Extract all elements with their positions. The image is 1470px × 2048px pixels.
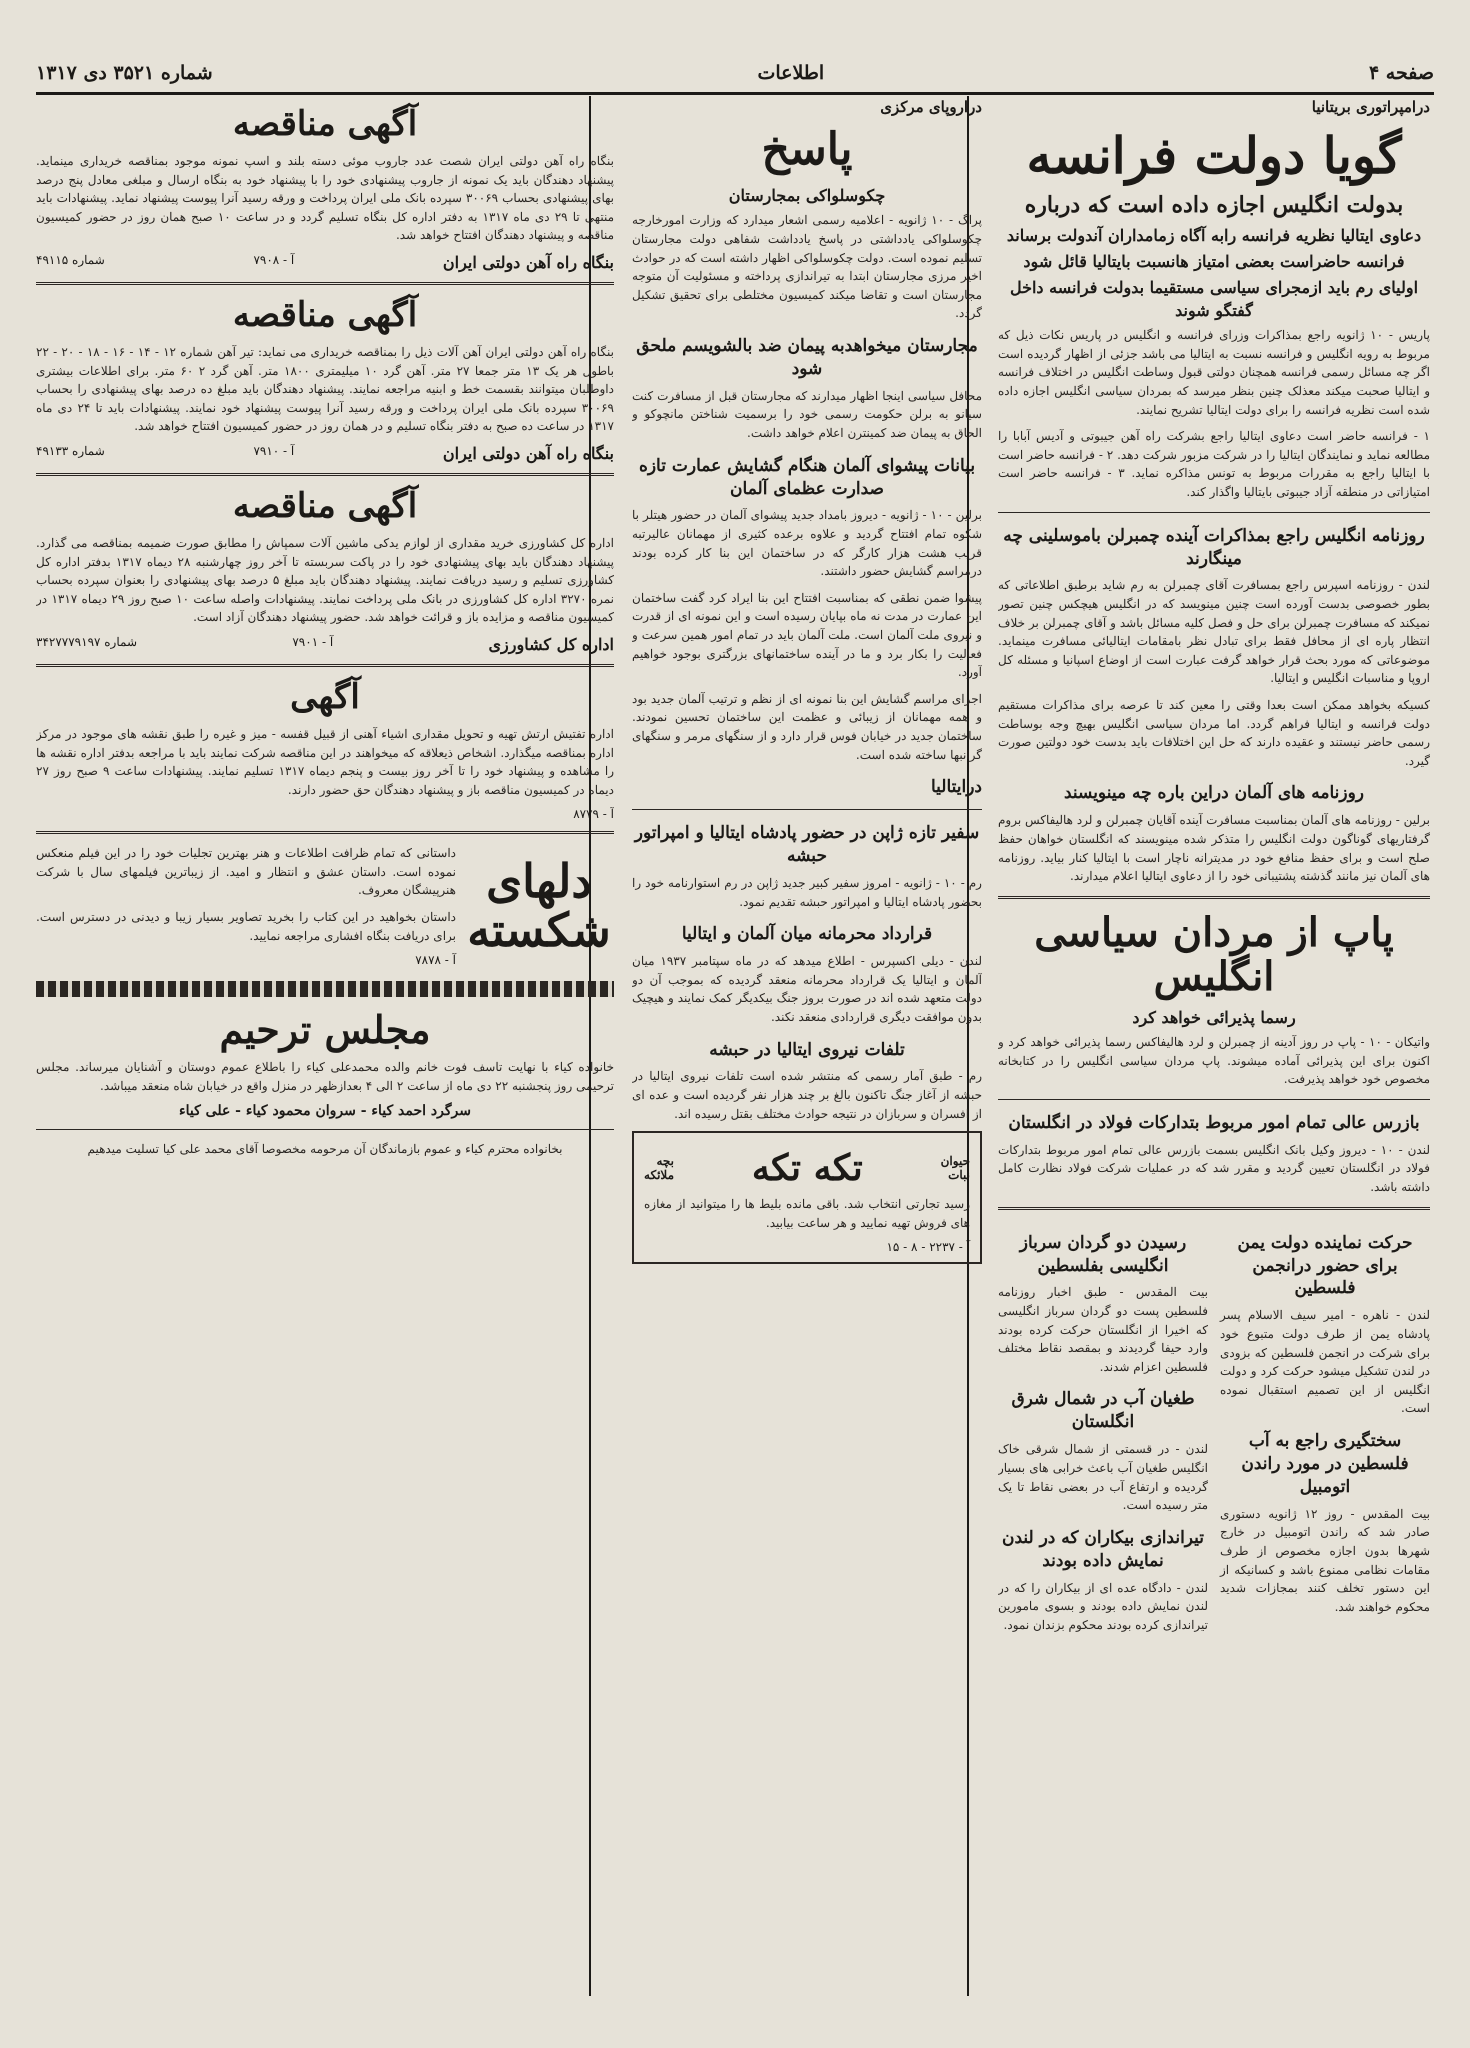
ornament-border: [36, 981, 614, 997]
article-paragraph: پیشوا ضمن نطقی که بمناسبت افتتاح این بنا ایراد کرد گفت ساختمان این عمارت در مدت نه ماه بپایان رسیده است و این نمونه ای از قدرت و نیروی ملت آلمان است. ملت آلمان باید در تمام امور همین سرعت و فعالیت را بکار برد و ما در آینده ساختمانهای بزرگتری بوجود خواهیم آورد.: [632, 590, 982, 680]
section-heading: تیراندازی بیکاران که در لندن نمایش داده بودند: [1001, 1527, 1205, 1571]
section-heading: روزنامه انگلیس راجع بمذاکرات آینده چمبرلن باموسلینی چه مینگارند: [1003, 525, 1425, 569]
article-paragraph: بیت المقدس - روز ۱۲ ژانویه دستوری صادر شد که راندن اتومبیل در خارج شهرها بدون اجازه مخصوص از طرف مقامات نظامی ممنوع باشد و کسانیکه از این دستور تخلف کنند بمجازات شدید محکوم خواهند شد.: [1220, 1506, 1430, 1614]
headline-pope-sub: رسما پذیرائی خواهد کرد: [1132, 1007, 1296, 1027]
ad-body: بنگاه راه آهن دولتی ایران شصت عدد جاروب موئی دسته بلند و اسپ نمونه موجود بمناقصه خریداری مینماید. پیشنهاد دهندگان باید یک نمونه از جاروب پیشنهادی خود را با پیشنهاد خود به بنگاه ارسال و مبلغی معادل پنج درصد بهای پیشنهادی بحساب ۳۰۰۶۹ سپرده بانک ملی ایران پرداخت و ورقه رسید آنرا پیوست پیشنهاد نماید. پیشنهادات باید منتهی تا ۲۹ دی ماه ۱۳۱۷ به دفتر اداره کل بنگاه تسلیم گردد و در ساعت ۱۰ صبح همان روز در حضور کمیسیون مناقصه و پیشنهاد دهندگان افتتاح خواهد شد.: [36, 154, 614, 243]
headline-pope: پاپ از مردان سیاسی انگلیس: [1034, 908, 1394, 1000]
section-heading: سفیر تازه ژاپن در حضور پادشاه ایتالیا و امپراتور حبشه: [634, 823, 980, 867]
section-heading: قرارداد محرمانه میان آلمان و ایتالیا: [681, 924, 933, 945]
article-paragraph: رم - طبق آمار رسمی که منتشر شده است تلفات نیروی ایتالیا در حبشه از آغاز جنگ تاکنون بالغ بر چند هزار نفر گردیده است و عده ای از افسران و سربازان در نتیجه حوادث مختلف بقتل رسیده اند.: [632, 1069, 982, 1121]
film-title: دلهای شکسته: [467, 854, 611, 957]
ad-signer: بنگاه راه آهن دولتی ایران: [442, 443, 614, 463]
paper-name: اطلاعات: [757, 62, 825, 84]
divider: [998, 1207, 1430, 1210]
column-news-britain: [998, 98, 1430, 1998]
ad-signature-row: [36, 635, 614, 654]
memorial-notice: [36, 1007, 614, 1159]
ad-title: آگهی مناقصه: [232, 485, 418, 526]
article-paragraph: لندن - روزنامه اسپرس راجع بمسافرت آقای چمبرلن به رم شاید برطبق اطلاعاتی که بطور خصوصی بدست آورده است چنین مینویسد که در انگلیس هیچکس چنین تصور نمیکند که مسافرت چمبرلن برای حل و فصل کلیه مسائل باشد و آقای چمبرلن بر خلاف انتظار پاره ای از محافل فقط برای تبادل نظر بامقامات ایتالیائی مسافرت مینماید. موضوعاتی که مورد بحث قرار خواهد گرفت عبارت است از اوضاع اسپانیا و مسئله کل اروپا و مناسبات انگلیس و ایتالیا.: [998, 578, 1430, 686]
ad-code: آ - ۷۸۷۸: [415, 953, 456, 968]
teka-labels-left: [644, 1154, 674, 1182]
ad-code: آ - ۸۷۷۹: [573, 807, 614, 822]
divider: [36, 664, 614, 667]
ad-signer: اداره کل کشاورزی: [488, 634, 614, 654]
divider: [632, 809, 982, 810]
two-column-block: [998, 1220, 1430, 1643]
article-paragraph: پاریس - ۱۰ ژانویه راجع بمذاکرات وزرای فرانسه و انگلیس در پاریس نکات ذیل که مربوط به رویه انگلیس و فرانسه نسبت به ایتالیا می باشد جزئی از اظهار گردیده است اگر چه مسائل رسمی فرانسه همچنان دولتی قبول وساطت انگلیس در اختلاف فرانسه و ایتالیا صحبت میکند معذلک چنین بنظر میرسد که بمردان سیاسی انگلیس اجازه داده شده است نظریه فرانسه را برای دولت ایتالیا تشریح نمایند.: [998, 328, 1430, 417]
issue-date: شماره ۳۵۲۱ دی ۱۳۱۷: [36, 62, 213, 84]
ad-tender-1: [36, 104, 614, 272]
section-kicker: درامپراتوری بریتانیا: [1311, 98, 1430, 116]
column-central-europe: [632, 98, 982, 1898]
subcolumn-right: [1220, 1220, 1430, 1643]
teka-label: بچه: [656, 1154, 675, 1169]
ad-title: آگهی مناقصه: [232, 294, 418, 335]
ad-body: بنگاه راه آهن دولتی ایران آهن آلات ذیل را بمناقصه خریداری می نماید: تیر آهن شماره ۱۲ - ۱۴ - ۱۶ - ۱۸ - ۲۰ - ۲۲ باطول هر یک ۱۳ متر جمعا ۲۷ متر. آهن گرد ۱۰ میلیمتری ۱۸۰۰ متر. آهن گرد ۲ ۶۰ متر. برای اطلاعات بیشتری داوطلبان میتوانند بقسمت خط و ابنیه مراجعه نمایند. پیشنهاد دهندگان باید مبلغ ده درصد بهای پیشنهادی را بحساب ۳۰۰۶۹ سپرده بانک ملی ایران پرداخت و ورقه رسید آنرا پیوست پیشنهاد خود نمایند. پیشنهادات باید تا ۲۴ دی ماه ۱۳۱۷ در ساعت ده صبح به دفتر بنگاه تسلیم و در همان روز در حضور کمیسیون افتتاح خواهد شد.: [36, 344, 614, 434]
teka-text: رسید تجارتی انتخاب شد. باقی مانده بلیط ها را میتوانید از مغازه های فروش تهیه نمایید و هر ساعت بیابید.: [644, 1197, 970, 1230]
memorial-title: مجلس ترحیم: [219, 1007, 431, 1053]
memorial-body: خانواده کیاء با نهایت تاسف فوت خانم والده محمدعلی کیاء را باطلاع عموم دوستان و آشنایان میرساند. مجلس ترحیمی روز پنجشنبه ۲۲ دی ماه از ساعت ۲ الی ۴ بعدازظهر در منزل واقع در خیابان شاه منعقد میباشد.: [36, 1060, 614, 1093]
section-heading: درایتالیا: [930, 777, 982, 798]
section-heading: روزنامه های آلمان دراین باره چه مینویسند: [1063, 783, 1365, 804]
headline-sub-4: اولیای رم باید ازمجرای سیاسی مستقیما بدولت فرانسه داخل گفتگو شوند: [1009, 278, 1419, 320]
section-kicker: دراروپای مرکزی: [880, 98, 982, 116]
article-paragraph: لندن - دادگاه عده ای از بیکاران را که در لندن نمایش داده بودند و بسوی مامورین تیراندازی کرده بودند محکوم بزندان نمود.: [998, 1580, 1208, 1632]
ad-title: آگهی مناقصه: [232, 104, 418, 144]
teka-ad: [632, 1131, 982, 1264]
article-paragraph: کسیکه بخواهد ممکن است بعدا وقتی را معین کند تا عرصه برای مذاکرات مستقیم دولت فرانسه و ایتالیا فراهم گردد. اما مردان سیاسی انگلیس بهیچ وجه بوساطت رسمی حاضر نیستند و عقیده دارند که حل این اختلافات باید بدست خود دولتین صورت گیرد.: [998, 698, 1430, 768]
section-heading: تلفات نیروی ایتالیا در حبشه: [709, 1039, 905, 1060]
film-text: [36, 844, 456, 967]
article-paragraph: لندن - در قسمتی از شمال شرقی خاک انگلیس طغیان آب باعث خرابی های بسیار گردیده و ارتفاع آب در بعضی نقاط تا یک متر رسیده است.: [998, 1442, 1208, 1513]
film-note: داستان بخواهید در این کتاب را بخرید تصاویر بسیار زیبا و دیدنی در دسترس است. برای دریافت بنگاه افشاری مراجعه نمایید.: [36, 910, 456, 943]
ad-title: آگهی: [290, 676, 360, 717]
ad-signer: بنگاه راه آهن دولتی ایران: [442, 252, 614, 272]
article-paragraph: محافل سیاسی اینجا اظهار میدارند که مجارستان قبل از مسافرت کنت سیانو به برلن حکومت رسمی خود را برسمیت شناختن مانچوکو و الحاق به پیمان ضد کمینترن اعلام خواهد داشت.: [632, 388, 982, 441]
ad-notice: [36, 677, 614, 821]
memorial-signatures: سرگرد احمد کیاء - سروان محمود کیاء - علی کیاء: [179, 1103, 471, 1120]
article-paragraph: رم - ۱۰ - ژانویه - امروز سفیر کبیر جدید ژاپن در رم استوارنامه خود را بحضور پادشاه ایتالیا و امپراتور حبشه تقدیم نمود.: [632, 876, 982, 909]
section-heading: بیانات پیشوای آلمان هنگام گشایش عمارت تازه صدارت عظمای آلمان: [638, 455, 976, 499]
ad-signature-row: [36, 253, 614, 272]
ad-film: [36, 844, 614, 967]
headline-sub-1: بدولت انگلیس اجازه داده است که درباره: [1024, 192, 1404, 218]
article-paragraph: ۱ - فرانسه حاضر است دعاوی ایتالیا راجع بشرکت راه آهن جیبوتی و آدیس آبابا را مطالعه نماید و نمایندگان ایتالیا را در شرکت مزبور شرکت دهد. ۲ - فرانسه حاضر است با ایتالیا راجع به مقررات مربوط به تونس مذاکره نماید. ۳ - فرانسه حاضر است امتیازاتی در منطقه آزاد جیبوتی بایتالیا واگذار کند.: [998, 429, 1430, 499]
article-paragraph: بیت المقدس - طبق اخبار روزنامه فلسطین پست دو گردان سرباز انگلیسی که اخیرا از انگلستان حرکت کرده بودند وارد حیفا گردیدند و بمقصد نقاط مختلف فلسطین اعزام شدند.: [998, 1285, 1208, 1374]
section-heading: رسیدن دو گردان سرباز انگلیسی بفلسطین: [1019, 1232, 1187, 1276]
article-paragraph: لندن - ناهره - امیر سیف الاسلام پسر پادشاه یمن از طرف دولت متبوع خود برای شرکت در انجمن فلسطین که بزودی در لندن تشکیل میشود حرکت کرد و دولت انگلیس از این تصمیم استقبال نموده است.: [1220, 1308, 1430, 1416]
teka-label: ملائکه: [644, 1168, 675, 1183]
ad-tender-3: [36, 486, 614, 654]
article-paragraph: لندن - دیلی اکسپرس - اطلاع میدهد که در ماه سپتامبر ۱۹۳۷ میان آلمان و ایتالیا یک قرارداد محرمانه منعقد گردیده که بموجب آن دو دولت متعهد شده اند در صورت بروز جنگ بیکدیگر کمک نمایند و هیچیک بدون موافقت دیگری قراردادی منعقد نکند.: [632, 954, 982, 1024]
teka-label: حیوان: [940, 1154, 970, 1169]
section-heading: حرکت نماینده دولت یمن برای حضور درانجمن فلسطین: [1237, 1232, 1413, 1299]
teka-labels-right: [941, 1154, 970, 1182]
page-header: [36, 58, 1434, 88]
teka-label: نبات: [948, 1168, 970, 1183]
article-paragraph: پراگ - ۱۰ ژانویه - اعلامیه رسمی اشعار میدارد که وزارت امورخارجه چکوسلواکی یادداشتی در پاسخ یادداشت شفاهی دولت مجارستان تسلیم نموده است. دولت چکوسلواکی اظهار داشته است که در حوادث اخیر مرزی مجارستان ابتدا به تیراندازی پرداخته و مسئولیت آن متوجه مجارستان است و تقاضا میکند کمیسیون مختلطی برای تحقیق تشکیل گردد.: [632, 213, 982, 321]
ad-signature-row: [36, 444, 614, 463]
film-body: داستانی که تمام ظرافت اطلاعات و هنر بهترین تجلیات خود را در این فیلم منعکس نموده است. داستان عشق و انتظار و امید. از زیباترین فیلمهای سال با شرکت هنرپیشگان معروف.: [36, 846, 456, 898]
article-paragraph: لندن - ۱۰ - دیروز وکیل بانک انگلیس بسمت بازرس عالی تمام امور مربوط بتدارکات فولاد در انگلستان تعیین گردید و مقرر شد که در عملیات شرکت فولاد نظارت کامل داشته باشد.: [998, 1142, 1430, 1195]
divider: [36, 1129, 614, 1130]
divider: [36, 473, 614, 476]
page-number: صفحه ۴: [1368, 62, 1434, 84]
headline-sub-3: فرانسه حاضراست بعضی امتیاز هانسبت بایتالیا قائل شود: [1023, 252, 1405, 272]
section-heading: مجارستان میخواهدبه پیمان ضد بالشویسم ملحق شود: [636, 335, 978, 379]
column-ads: [36, 98, 614, 1598]
teka-title: تکه تکه: [751, 1147, 863, 1190]
section-heading: سختگیری راجع به آب فلسطین در مورد راندن اتومبیل: [1241, 1430, 1409, 1497]
subcolumn-left: [998, 1220, 1208, 1643]
article-paragraph: برلین - ۱۰ - ژانویه - دیروز بامداد جدید پیشوای آلمان در حضور هیتلر با شکوه تمام افتتاح گردید و علاوه برعده کثیری از مهمانان عالیرتبه قریب هشت هزار کارگر که در ساختمان این بنا کار کرده بودند درمراسم گشایش حضور داشتند.: [632, 508, 982, 579]
divider: [36, 282, 614, 285]
ad-body: اداره تفتیش ارتش تهیه و تحویل مقداری اشیاء آهنی از قبیل قفسه - میز و غیره را طبق نقشه های موجود در مرکز اداره بمناقصه میگذارد. اشخاص ذیعلاقه که میخواهند در این مناقصه شرکت نمایند باید با مراجعه بدفتر اداره نقشه ها را مشاهده و پیشنهاد خود را تا آخر روز بیست و پنجم دیماه ۱۳۱۷ تسلیم نمایند. پیشنهادات ساعت ۹ صبح روز ۲۷ دیماه در کمیسیون مناقصه باز و پیشنهاد دهندگان حق حضور دارند.: [36, 726, 614, 797]
main-headline: گویا دولت فرانسه: [1026, 126, 1402, 185]
ad-code: آ - ۷۹۱۰: [253, 443, 295, 458]
ad-body: اداره کل کشاورزی خرید مقداری از لوازم یدکی ماشین آلات سمپاش را مطابق صورت ضمیمه بمناقصه می گذارد. پیشنهاد دهندگان باید بهای پیشنهادی خود را در پاکت سربسته تا آخر روز چهارشنبه ۲۸ دیماه ۱۳۱۷ بدفتر اداره کل کشاورزی تسلیم و رسید دریافت نمایند. پیشنهاد دهندگان باید مبلغ ۵ درصد بهای پیشنهادی را بعنوان سپرده بحساب نمره ۳۲۷۰ اداره کل کشاورزی در بانک ملی پرداخت نمایند. پیشنهادات واصله ساعت ۱۰ صبح روز ۲۹ دیماه ۱۳۱۷ در کمیسیون مناقصه و مزایده باز و قرائت خواهد شد. حضور پیشنهاد دهندگان آزاد است.: [36, 535, 614, 625]
section-heading: بازرس عالی تمام امور مربوط بتدارکات فولاد در انگلستان: [1008, 1112, 1420, 1133]
main-headline: پاسخ: [761, 124, 853, 175]
headline-sub-2: دعاوی ایتالیا نظریه فرانسه رابه آگاه زمامداران آندولت برساند: [1006, 225, 1422, 245]
memorial-footer: بخانواده محترم کیاء و عموم بازماندگان آن مرحومه مخصوصا آقای محمد علی کیا تسلیت میدهیم: [87, 1142, 563, 1157]
divider: [998, 512, 1430, 513]
ad-code: آ - ۷۹۰۱: [292, 634, 334, 649]
header-rule: [36, 92, 1434, 95]
teka-code: آ - ۲۲۳۷ - ۸ - ۱۵: [886, 1240, 970, 1255]
divider: [36, 831, 614, 834]
ad-ref: شماره ۴۹۱۱۵: [36, 252, 105, 267]
divider: [998, 1099, 1430, 1100]
article-paragraph: اجرای مراسم گشایش این بنا نمونه ای از نظم و ترتیب آلمان جدید بود و همه مهمانان از زیبائی و عظمت این ساختمان تحسین نمودند. ساختمان جدید در خیابان فوس قرار دارد و از سنگهای مرمر و سنگهای گرانبها ساخته شده است.: [632, 691, 982, 762]
ad-tender-2: [36, 295, 614, 463]
article-paragraph: واتیکان - ۱۰ - پاپ در روز آدینه از چمبرلن و لرد هالیفاکس رسما پذیرائی خواهد کرد و اکنون برای این پذیرائی آماده میشوند. پاپ مردان سیاسی انگلیس را در کتابخانه مخصوص خود خواهد پذیرفت.: [998, 1035, 1430, 1087]
ad-ref: شماره ۳۴۲۷۷۷۹۱۹۷: [36, 634, 137, 649]
article-paragraph: برلین - روزنامه های آلمان بمناسبت مسافرت آینده آقایان چمبرلن و لرد هالیفاکس بروم گرفتاریهای گوناگون دولت انگلیس را متذکر شده مینویسند که انگلستان خواهان حفظ صلح است و برای حفظ منافع خود در مدیترانه ناچار است با ایتالیا کنار بیاید. روزنامه های آلمان نیز مانند گذشته پشتیبانی خود را از دعاوی ایتالیا اعلام میدارند.: [998, 813, 1430, 884]
ad-code: آ - ۷۹۰۸: [253, 252, 295, 267]
teka-header: [644, 1141, 970, 1195]
divider: [998, 896, 1430, 899]
ad-ref: شماره ۴۹۱۳۳: [36, 443, 105, 458]
section-heading: طغیان آب در شمال شرق انگلستان: [1011, 1389, 1195, 1433]
headline-sub: چکوسلواکی بمجارستان: [728, 186, 886, 205]
